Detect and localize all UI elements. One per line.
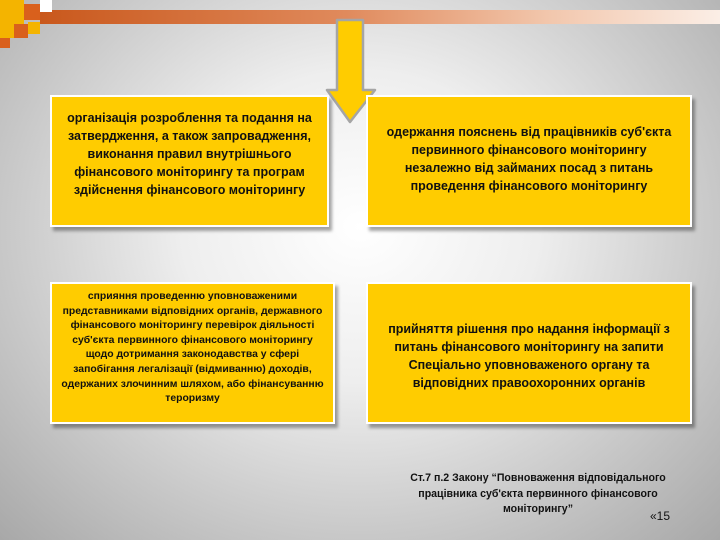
duty-box-4-text: прийняття рішення про надання інформації з питань фінансового моніторингу на запити Спеціально уповноваженого органу та відповідних правоохоронних органів: [388, 322, 670, 390]
law-reference-caption: Ст.7 п.2 Закону “Повноваження відповідального працівника суб'єкта первинного фінансового моніторингу”: [410, 472, 666, 515]
duty-box-2-text: одержання пояснень від працівників суб'єкта первинного фінансового моніторингу незалежно від займаних посад з питань проведення фінансового моніторингу: [386, 125, 672, 193]
duty-box-1-text: організація розроблення та подання на затвердження, а також запровадження, виконання правил внутрішнього фінансового моніторингу та програм здійснення фінансового моніторингу: [67, 111, 312, 197]
duty-box-3-text: сприяння проведенню уповноваженими представниками відповідних органів, державного фінансового моніторингу перевірок діяльності суб'єкта первинного фінансового моніторингу щодо дотримання законодавства у сфері запобігання легалізації (відмиванню) доходів, одержаних злочинним шляхом, або фінансуванню тероризму: [61, 291, 324, 405]
duty-box-4: [366, 282, 692, 424]
duty-box-1: [50, 95, 329, 227]
duty-box-2: [366, 95, 692, 227]
page-number: «15: [650, 509, 671, 523]
top-decor-bar: [40, 10, 720, 24]
duty-box-3: [50, 282, 335, 424]
